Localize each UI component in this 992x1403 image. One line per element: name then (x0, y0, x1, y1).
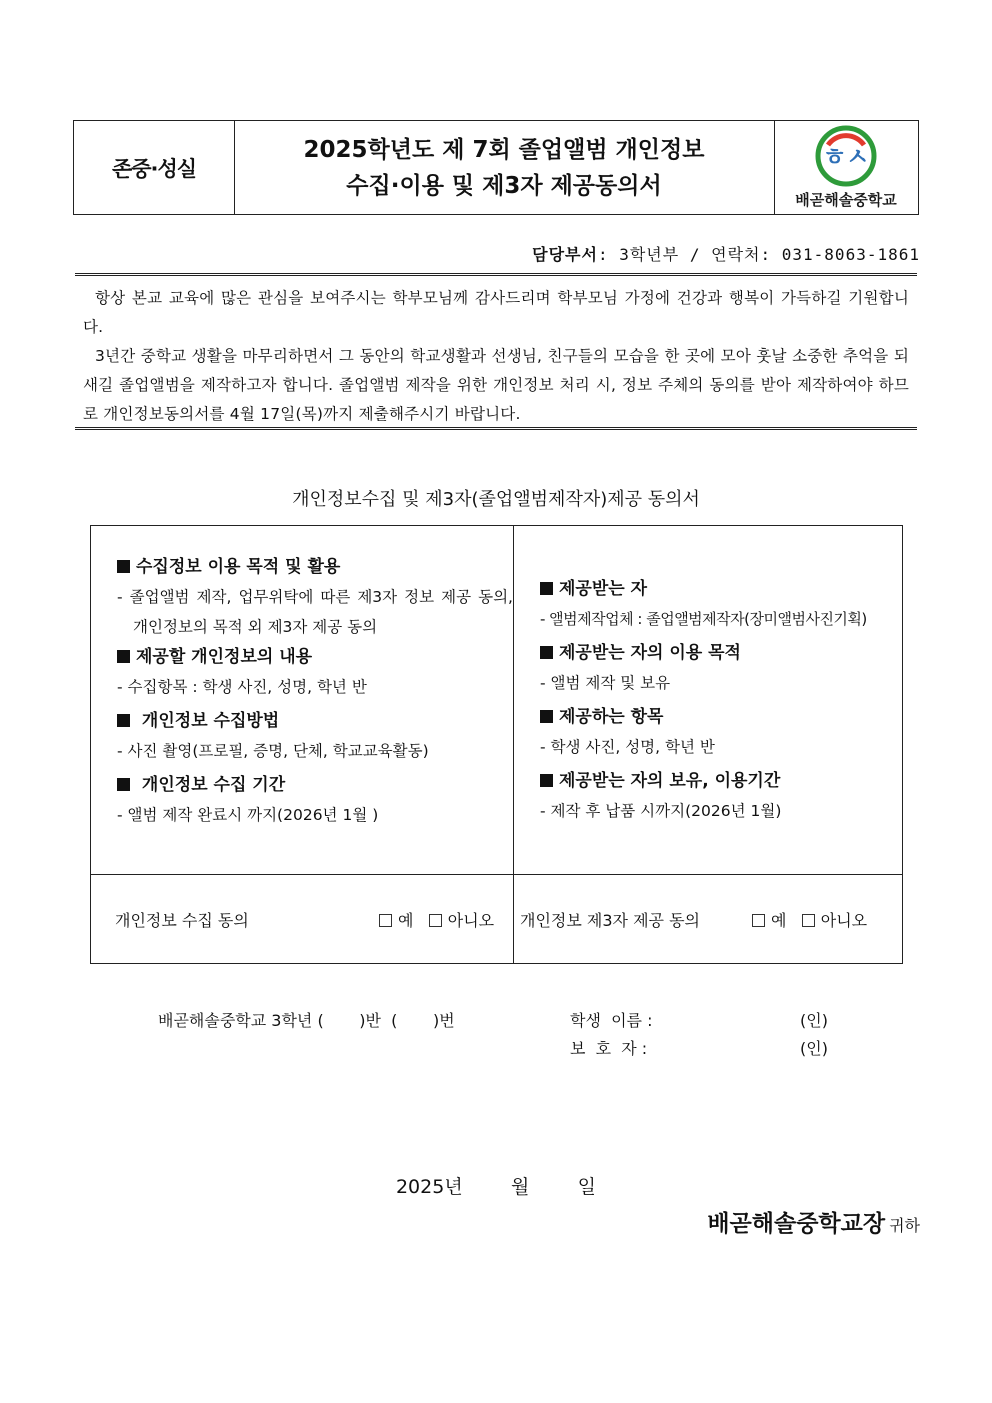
third-party-yes-checkbox[interactable] (752, 914, 765, 927)
square-bullet-icon (540, 774, 553, 787)
intro-paragraph-2: 3년간 중학교 생활을 마무리하면서 그 동안의 학교생활과 선생님, 친구들의 모습을 한 곳에 모아 훗날 소중한 추억을 되새길 졸업앨범을 제작하고자 합니다. 졸업앨범 제작을 위한 개인정보 처리 시, 정보 주체의 동의를 받아 제작하여야 하므로 개인정보동의서를 4월 17일(목)까지 제출해주시기 바랍니다. (83, 347, 909, 423)
svg-text:ㅎㅅ: ㅎㅅ (822, 143, 870, 171)
addressee-name: 배곧해솔중학교장 (707, 1211, 886, 1237)
section-item: - 앨범 제작 완료시 까지(2026년 1월 ) (117, 806, 379, 824)
date-line: 2025년 월 일 (395, 1176, 597, 1198)
square-bullet-icon (117, 714, 130, 727)
dept-value: : 3학년부 / (597, 245, 712, 264)
collect-consent-row (91, 875, 514, 963)
square-bullet-icon (540, 582, 553, 595)
third-party-no-label: 아니오 (820, 911, 868, 930)
collect-consent-label: 개인정보 수집 동의 (115, 911, 249, 930)
collect-consent-options (379, 908, 494, 931)
square-bullet-icon (117, 778, 130, 791)
collect-no-checkbox[interactable] (429, 914, 442, 927)
section-heading: 제공하는 항목 (540, 702, 902, 732)
section-heading: 제공받는 자 (540, 574, 902, 604)
contact-line (532, 242, 920, 265)
section-item: - 앨범제작업체 : 졸업앨범제작자(장미앨범사진기획) (540, 610, 867, 628)
third-party-info-cell (514, 526, 902, 875)
collect-yes-checkbox[interactable] (379, 914, 392, 927)
phone-label: 연락처 (711, 245, 761, 264)
square-bullet-icon (117, 560, 130, 573)
school-motto: 존중·성실 (74, 121, 235, 214)
section-item: - 학생 사진, 성명, 학년 반 (540, 738, 715, 756)
student-seal[interactable]: (인) (800, 1011, 828, 1030)
addressee (707, 1205, 920, 1238)
school-emblem-icon (814, 125, 878, 187)
addressee-suffix: 귀하 (889, 1216, 920, 1235)
school-logo (774, 121, 918, 214)
third-party-no-checkbox[interactable] (802, 914, 815, 927)
student-name-label: 학생 이름 : (570, 1011, 653, 1030)
section-heading: 개인정보 수집 기간 (117, 770, 513, 800)
consent-table (90, 525, 903, 964)
intro-paragraph-1: 항상 본교 교육에 많은 관심을 보여주시는 학부모님께 감사드리며 학부모님 가정에 건강과 행복이 가득하길 기원합니다. (83, 289, 909, 336)
dept-label: 담당부서 (532, 245, 598, 264)
collect-no-label: 아니오 (447, 911, 495, 930)
guardian-seal[interactable]: (인) (800, 1039, 828, 1058)
third-party-consent-row (514, 875, 902, 963)
section-heading: 개인정보 수집방법 (117, 706, 513, 736)
class-number-line[interactable]: 배곧해솔중학교 3학년 ( )반 ( )번 (158, 1011, 455, 1030)
third-party-consent-options (752, 908, 867, 931)
third-party-consent-label: 개인정보 제3자 제공 동의 (520, 911, 700, 930)
section-heading: 제공할 개인정보의 내용 (117, 642, 513, 672)
section-item: - 졸업앨범 제작, 업무위탁에 따른 제3자 정보 제공 동의, 개인정보의 목적 외 제3자 제공 동의 (117, 588, 513, 636)
section-heading: 수집정보 이용 목적 및 활용 (117, 552, 513, 582)
square-bullet-icon (117, 650, 130, 663)
document-title (234, 121, 775, 214)
square-bullet-icon (540, 710, 553, 723)
section-heading: 제공받는 자의 보유, 이용기간 (540, 766, 902, 796)
section-item: - 수집항목 : 학생 사진, 성명, 학년 반 (117, 678, 367, 696)
collect-yes-label: 예 (398, 911, 414, 930)
guardian-label: 보 호 자 : (570, 1039, 648, 1058)
section-item: - 제작 후 납품 시까지(2026년 1월) (540, 802, 782, 820)
school-logo-name: 배곧해솔중학교 (795, 191, 897, 209)
section-heading: 제공받는 자의 이용 목적 (540, 638, 902, 668)
collection-info-cell (91, 526, 514, 875)
square-bullet-icon (540, 646, 553, 659)
title-line-1: 2025학년도 제 7회 졸업앨범 개인정보 (303, 136, 705, 163)
intro-notice (75, 273, 917, 430)
form-title: 개인정보수집 및 제3자(졸업앨범제작자)제공 동의서 (292, 489, 700, 510)
phone-value: : 031-8063-1861 (760, 245, 920, 264)
header-box (73, 120, 919, 215)
third-party-yes-label: 예 (771, 911, 787, 930)
section-item: - 사진 촬영(프로필, 증명, 단체, 학교교육활동) (117, 742, 429, 760)
section-item: - 앨범 제작 및 보유 (540, 674, 671, 692)
title-line-2: 수집·이용 및 제3자 제공동의서 (346, 172, 662, 199)
